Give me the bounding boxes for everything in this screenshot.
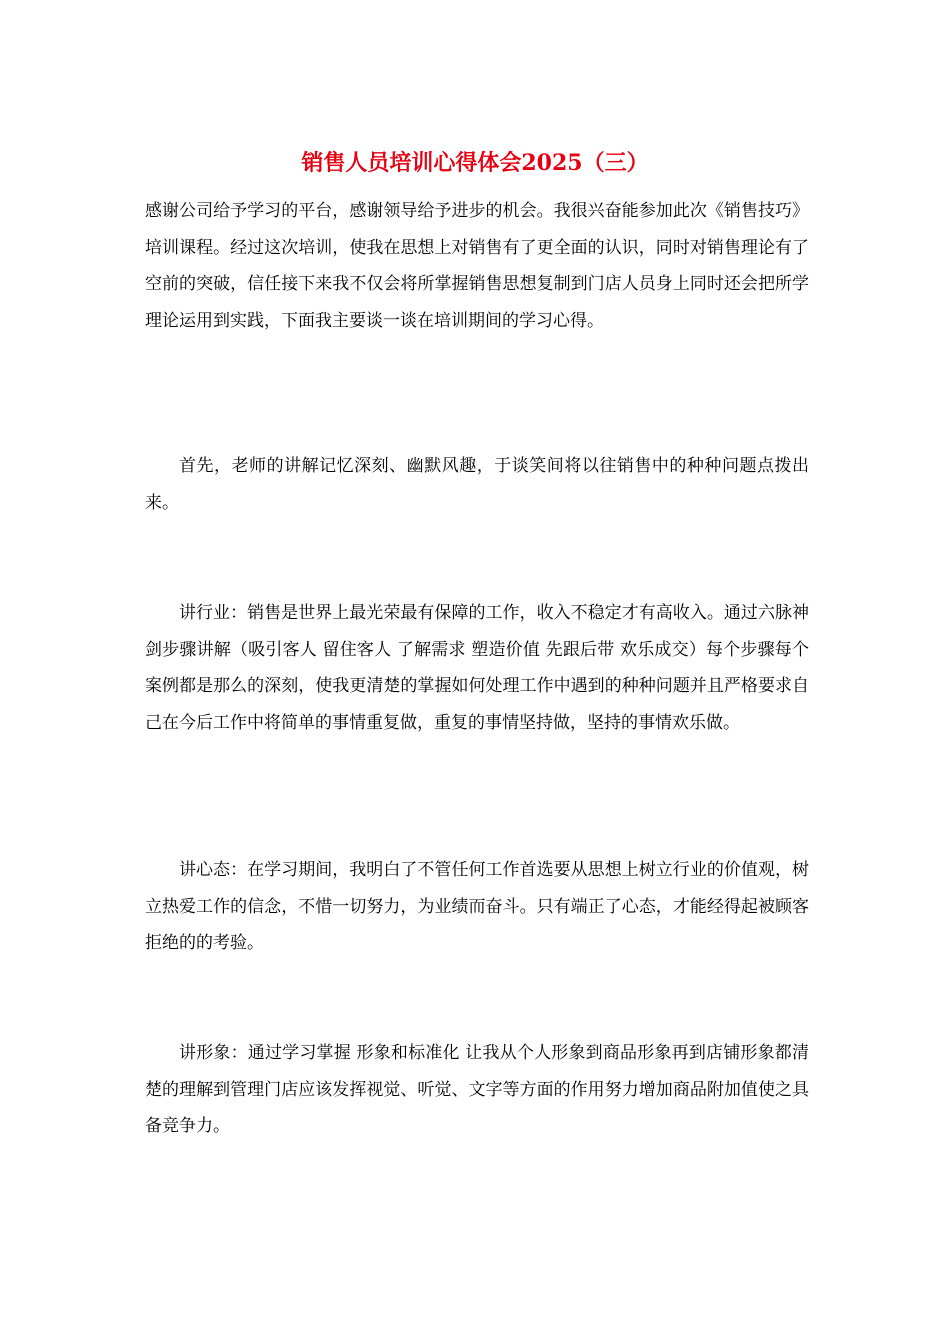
paragraph-mindset: 讲心态：在学习期间，我明白了不管任何工作首选要从思想上树立行业的价值观，树立热爱工作的信念，不惜一切努力，为业绩而奋斗。只有端正了心态，才能经得起被顾客拒绝的的考验。 [145,860,809,953]
document-title: 销售人员培训心得体会2025（三） [301,150,649,176]
paragraph-intro: 感谢公司给予学习的平台，感谢领导给予进步的机会。我很兴奋能参加此次《销售技巧》培训课程。经过这次培训，使我在思想上对销售有了更全面的认识，同时对销售理论有了空前的突破，信任接下来我不仅会将所掌握销售思想复制到门店人员身上同时还会把所学理论运用到实践，下面我主要谈一谈在培训期间的学习心得。 [145,201,809,331]
paragraph-first: 首先，老师的讲解记忆深刻、幽默风趣，于谈笑间将以往销售中的种种问题点拨出来。 [145,456,809,513]
paragraph-industry: 讲行业：销售是世界上最光荣最有保障的工作，收入不稳定才有高收入。通过六脉神剑步骤讲解（吸引客人 留住客人 了解需求 塑造价值 先跟后带 欢乐成交）每个步骤每个案例都是那么的深刻，使我更清楚的掌握如何处理工作中遇到的种种问题并且严格要求自己在今后工作中将简单的事情重复做，重复的事情坚持做，坚持的事情欢乐做。 [145,603,809,733]
paragraph-image: 讲形象：通过学习掌握 形象和标准化 让我从个人形象到商品形象再到店铺形象都清楚的理解到管理门店应该发挥视觉、听觉、文字等方面的作用努力增加商品附加值使之具备竞争力。 [145,1043,809,1136]
